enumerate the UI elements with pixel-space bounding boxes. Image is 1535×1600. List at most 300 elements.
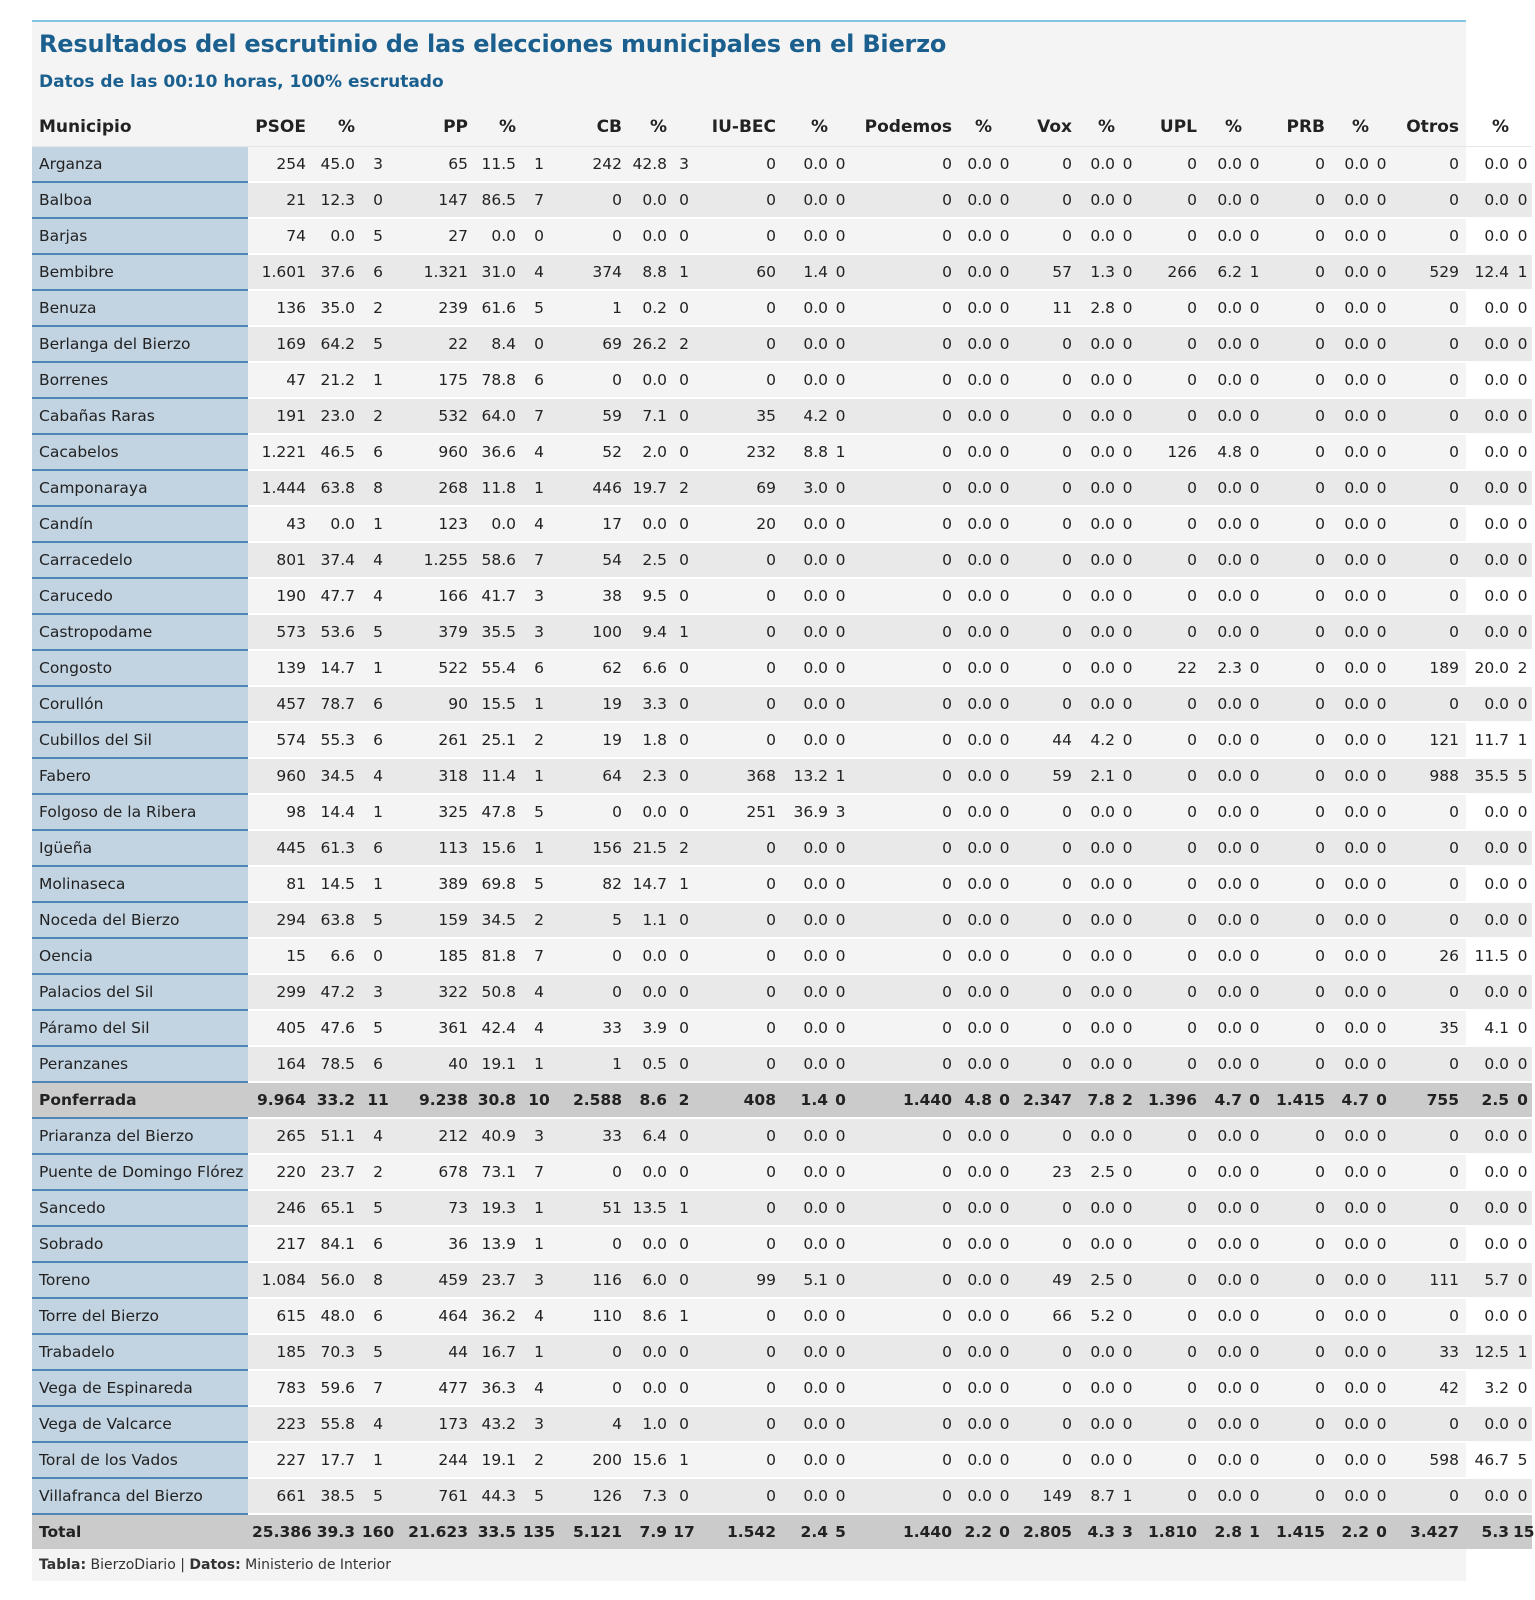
seats-cell: 0 — [1119, 434, 1136, 470]
seats-cell: 0 — [1119, 578, 1136, 614]
seats-cell: 0 — [1119, 470, 1136, 506]
seats-cell: 0 — [1246, 1478, 1263, 1514]
percent-cell: 0.0 — [1076, 434, 1119, 470]
percent-cell: 3.3 — [626, 686, 671, 722]
percent-cell: 19.7 — [626, 470, 671, 506]
municipio-cell: Benuza — [32, 290, 248, 326]
votes-cell: 220 — [248, 1154, 310, 1190]
votes-cell: 0 — [697, 147, 780, 183]
votes-cell: 408 — [697, 1082, 780, 1118]
votes-cell: 761 — [397, 1478, 472, 1514]
page-title: Resultados del escrutinio de las elecciones municipales en el Bierzo — [39, 30, 947, 58]
votes-cell: 368 — [697, 758, 780, 794]
percent-cell: 0.0 — [780, 1442, 832, 1478]
votes-cell: 0 — [697, 1298, 780, 1334]
seats-cell: 0 — [832, 398, 849, 434]
seats-cell: 0 — [996, 1334, 1013, 1370]
seats-cell: 0 — [1373, 938, 1390, 974]
table-row — [32, 1046, 1532, 1082]
seats-cell: 0 — [1373, 794, 1390, 830]
seats-cell: 2 — [1513, 650, 1532, 686]
percent-cell: 0.0 — [780, 1118, 832, 1154]
seats-cell: 7 — [359, 1370, 397, 1406]
table-row — [32, 866, 1532, 902]
seats-cell: 0 — [996, 182, 1013, 218]
percent-cell: 0.0 — [780, 147, 832, 183]
percent-cell: 11.5 — [472, 147, 520, 183]
votes-cell: 0 — [1013, 1226, 1076, 1262]
seats-cell: 0 — [671, 1370, 697, 1406]
votes-cell: 0 — [1390, 974, 1463, 1010]
percent-cell: 0.0 — [1076, 1190, 1119, 1226]
seats-cell: 0 — [1373, 1370, 1390, 1406]
seats-cell: 0 — [996, 326, 1013, 362]
seats-cell: 0 — [520, 326, 558, 362]
percent-cell: 0.0 — [1463, 218, 1513, 254]
seats-cell: 0 — [832, 326, 849, 362]
votes-cell: 0 — [1390, 866, 1463, 902]
votes-cell: 0 — [1013, 866, 1076, 902]
votes-cell: 0 — [697, 1010, 780, 1046]
votes-cell: 35 — [1390, 1010, 1463, 1046]
percent-cell: 3.0 — [780, 470, 832, 506]
table-row — [32, 1082, 1532, 1118]
percent-cell: 36.6 — [472, 434, 520, 470]
votes-cell: 0 — [1136, 578, 1201, 614]
table-row — [32, 290, 1532, 326]
votes-cell: 0 — [1013, 686, 1076, 722]
votes-cell: 0 — [1136, 506, 1201, 542]
votes-cell: 0 — [849, 902, 956, 938]
municipio-cell: Sobrado — [32, 1226, 248, 1262]
seats-cell: 2 — [359, 398, 397, 434]
votes-cell: 169 — [248, 326, 310, 362]
votes-cell: 49 — [1013, 1262, 1076, 1298]
seats-cell: 0 — [671, 1406, 697, 1442]
table-row — [32, 254, 1532, 290]
seats-cell: 0 — [359, 182, 397, 218]
votes-cell: 0 — [697, 182, 780, 218]
seats-cell: 1 — [1246, 254, 1263, 290]
total-votes-cell: 1.542 — [697, 1514, 780, 1549]
votes-cell: 268 — [397, 470, 472, 506]
percent-cell: 0.0 — [780, 650, 832, 686]
votes-cell: 0 — [1013, 506, 1076, 542]
votes-cell: 0 — [697, 650, 780, 686]
percent-cell: 0.0 — [1201, 1298, 1246, 1334]
seats-cell: 6 — [359, 722, 397, 758]
table-row — [32, 902, 1532, 938]
percent-cell: 0.0 — [956, 866, 996, 902]
percent-cell: 0.0 — [310, 506, 359, 542]
percent-cell: 0.0 — [1076, 218, 1119, 254]
votes-cell: 227 — [248, 1442, 310, 1478]
percent-cell: 5.1 — [780, 1262, 832, 1298]
votes-cell: 0 — [849, 326, 956, 362]
seats-cell: 5 — [520, 290, 558, 326]
percent-cell: 35.5 — [1463, 758, 1513, 794]
votes-cell: 0 — [1263, 686, 1329, 722]
seats-cell: 0 — [1373, 722, 1390, 758]
votes-cell: 0 — [1013, 1190, 1076, 1226]
votes-cell: 0 — [849, 1262, 956, 1298]
percent-cell: 0.0 — [1076, 1406, 1119, 1442]
municipio-cell: Carucedo — [32, 578, 248, 614]
percent-cell: 0.0 — [310, 218, 359, 254]
column-header-podemos: Podemos — [849, 108, 956, 147]
table-row — [32, 362, 1532, 398]
votes-cell: 0 — [1013, 398, 1076, 434]
percent-cell: 1.4 — [780, 254, 832, 290]
seats-cell: 0 — [1119, 326, 1136, 362]
percent-cell: 0.0 — [1201, 794, 1246, 830]
votes-cell: 0 — [1136, 902, 1201, 938]
votes-cell: 9.964 — [248, 1082, 310, 1118]
votes-cell: 59 — [558, 398, 626, 434]
percent-cell: 0.0 — [1463, 902, 1513, 938]
votes-cell: 0 — [1013, 218, 1076, 254]
seats-cell: 0 — [996, 1298, 1013, 1334]
seats-cell: 0 — [1246, 1010, 1263, 1046]
percent-cell: 0.0 — [1076, 470, 1119, 506]
column-header-prb: PRB — [1263, 108, 1329, 147]
seats-cell: 6 — [359, 1226, 397, 1262]
seats-cell: 0 — [1373, 470, 1390, 506]
votes-cell: 0 — [1263, 1226, 1329, 1262]
percent-cell: 47.6 — [310, 1010, 359, 1046]
seats-cell: 0 — [1246, 830, 1263, 866]
percent-cell: 0.0 — [1076, 398, 1119, 434]
seats-cell: 0 — [1513, 434, 1532, 470]
percent-cell: 15.6 — [626, 1442, 671, 1478]
seats-cell: 2 — [520, 1442, 558, 1478]
percent-cell: 0.0 — [780, 902, 832, 938]
municipio-cell: Toreno — [32, 1262, 248, 1298]
votes-cell: 266 — [1136, 254, 1201, 290]
votes-cell: 0 — [849, 974, 956, 1010]
seats-cell: 0 — [996, 434, 1013, 470]
percent-cell: 0.0 — [1076, 182, 1119, 218]
votes-cell: 0 — [1263, 1118, 1329, 1154]
votes-cell: 0 — [1136, 1262, 1201, 1298]
percent-cell: 34.5 — [472, 902, 520, 938]
percent-cell: 0.0 — [1076, 938, 1119, 974]
percent-cell: 8.8 — [780, 434, 832, 470]
votes-cell: 0 — [1263, 1370, 1329, 1406]
votes-cell: 464 — [397, 1298, 472, 1334]
percent-cell: 0.0 — [1076, 614, 1119, 650]
seats-cell: 0 — [832, 686, 849, 722]
percent-cell: 0.0 — [780, 1334, 832, 1370]
total-row — [32, 1514, 1532, 1549]
percent-cell: 0.0 — [956, 614, 996, 650]
seats-cell: 0 — [1373, 434, 1390, 470]
column-header-municipio: Municipio — [32, 108, 248, 147]
seats-cell: 2 — [520, 902, 558, 938]
percent-cell: 0.0 — [1201, 1010, 1246, 1046]
percent-cell: 0.0 — [780, 218, 832, 254]
seats-cell: 7 — [520, 398, 558, 434]
seats-cell: 0 — [1513, 1154, 1532, 1190]
percent-cell: 73.1 — [472, 1154, 520, 1190]
votes-cell: 960 — [397, 434, 472, 470]
votes-cell: 0 — [849, 1334, 956, 1370]
municipio-cell: Borrenes — [32, 362, 248, 398]
votes-cell: 126 — [1136, 434, 1201, 470]
footnote-data-value: Ministerio de Interior — [245, 1557, 391, 1573]
seats-cell: 0 — [1373, 506, 1390, 542]
votes-cell: 783 — [248, 1370, 310, 1406]
seats-cell: 0 — [1513, 1010, 1532, 1046]
percent-cell: 0.0 — [1329, 434, 1373, 470]
footnote-data-label: Datos: — [189, 1557, 241, 1573]
seats-cell: 1 — [671, 1190, 697, 1226]
votes-cell: 0 — [1136, 1190, 1201, 1226]
percent-cell: 0.0 — [1329, 758, 1373, 794]
votes-cell: 0 — [1263, 902, 1329, 938]
percent-cell: 8.6 — [626, 1298, 671, 1334]
percent-cell: 2.0 — [626, 434, 671, 470]
votes-cell: 136 — [248, 290, 310, 326]
seats-cell: 0 — [996, 290, 1013, 326]
votes-cell: 0 — [1390, 902, 1463, 938]
seats-cell: 4 — [520, 974, 558, 1010]
seats-cell: 0 — [996, 578, 1013, 614]
votes-cell: 0 — [697, 1334, 780, 1370]
votes-cell: 0 — [1013, 650, 1076, 686]
seats-cell: 0 — [1119, 362, 1136, 398]
percent-cell: 0.0 — [1201, 362, 1246, 398]
percent-cell: 0.0 — [1201, 614, 1246, 650]
table-row — [32, 1190, 1532, 1226]
seats-cell: 0 — [832, 938, 849, 974]
percent-cell: 0.0 — [956, 578, 996, 614]
percent-cell: 0.0 — [1463, 1046, 1513, 1082]
municipio-cell: Molinaseca — [32, 866, 248, 902]
votes-cell: 0 — [1013, 147, 1076, 183]
votes-cell: 0 — [1013, 434, 1076, 470]
percent-cell: 0.0 — [956, 434, 996, 470]
municipio-cell: Peranzanes — [32, 1046, 248, 1082]
total-votes-cell: 1.810 — [1136, 1514, 1201, 1549]
percent-cell: 0.0 — [1329, 326, 1373, 362]
seats-cell: 0 — [671, 1154, 697, 1190]
percent-cell: 0.0 — [1201, 290, 1246, 326]
percent-cell: 36.9 — [780, 794, 832, 830]
seats-cell: 0 — [996, 794, 1013, 830]
seats-cell: 0 — [832, 254, 849, 290]
seats-cell: 0 — [832, 1370, 849, 1406]
votes-cell: 0 — [697, 218, 780, 254]
votes-cell: 20 — [697, 506, 780, 542]
votes-cell: 0 — [697, 614, 780, 650]
votes-cell: 0 — [849, 398, 956, 434]
votes-cell: 191 — [248, 398, 310, 434]
votes-cell: 0 — [1263, 398, 1329, 434]
votes-cell: 0 — [697, 686, 780, 722]
percent-cell: 55.8 — [310, 1406, 359, 1442]
seats-cell: 0 — [832, 1298, 849, 1334]
percent-cell: 0.0 — [1076, 1334, 1119, 1370]
column-header-seats — [1513, 108, 1532, 147]
votes-cell: 0 — [1136, 218, 1201, 254]
table-row — [32, 434, 1532, 470]
seats-cell: 0 — [1246, 434, 1263, 470]
seats-cell: 0 — [671, 1118, 697, 1154]
municipio-cell: Palacios del Sil — [32, 974, 248, 1010]
seats-cell: 0 — [1119, 866, 1136, 902]
seats-cell: 0 — [520, 218, 558, 254]
seats-cell: 5 — [359, 902, 397, 938]
seats-cell: 0 — [1513, 470, 1532, 506]
votes-cell: 0 — [1136, 1046, 1201, 1082]
votes-cell: 0 — [697, 1190, 780, 1226]
seats-cell: 6 — [359, 1298, 397, 1334]
seats-cell: 0 — [1246, 866, 1263, 902]
votes-cell: 0 — [1013, 1334, 1076, 1370]
percent-cell: 0.0 — [780, 326, 832, 362]
votes-cell: 0 — [1263, 938, 1329, 974]
votes-cell: 0 — [1013, 1118, 1076, 1154]
percent-cell: 0.0 — [1076, 686, 1119, 722]
percent-cell: 70.3 — [310, 1334, 359, 1370]
seats-cell: 0 — [1119, 1334, 1136, 1370]
municipio-cell: Arganza — [32, 147, 248, 183]
seats-cell: 0 — [671, 434, 697, 470]
seats-cell: 0 — [832, 830, 849, 866]
votes-cell: 159 — [397, 902, 472, 938]
percent-cell: 1.1 — [626, 902, 671, 938]
column-header-iu-bec: IU-BEC — [697, 108, 780, 147]
seats-cell: 1 — [671, 1298, 697, 1334]
votes-cell: 0 — [1390, 362, 1463, 398]
seats-cell: 0 — [832, 290, 849, 326]
votes-cell: 299 — [248, 974, 310, 1010]
column-header-pct: % — [472, 108, 520, 147]
seats-cell: 0 — [832, 542, 849, 578]
table-row — [32, 1262, 1532, 1298]
total-votes-cell: 25.386 — [248, 1514, 310, 1549]
seats-cell: 2 — [671, 470, 697, 506]
seats-cell: 0 — [1246, 182, 1263, 218]
votes-cell: 322 — [397, 974, 472, 1010]
percent-cell: 1.8 — [626, 722, 671, 758]
votes-cell: 0 — [697, 1478, 780, 1514]
seats-cell: 4 — [359, 578, 397, 614]
seats-cell: 0 — [1373, 758, 1390, 794]
votes-cell: 0 — [1390, 830, 1463, 866]
percent-cell: 0.0 — [780, 362, 832, 398]
percent-cell: 0.0 — [956, 1190, 996, 1226]
votes-cell: 1.396 — [1136, 1082, 1201, 1118]
percent-cell: 0.0 — [1463, 974, 1513, 1010]
percent-cell: 0.0 — [472, 218, 520, 254]
seats-cell: 3 — [359, 974, 397, 1010]
votes-cell: 0 — [849, 758, 956, 794]
column-header-pct: % — [1463, 108, 1513, 147]
votes-cell: 0 — [1136, 1370, 1201, 1406]
table-row — [32, 794, 1532, 830]
votes-cell: 0 — [849, 290, 956, 326]
percent-cell: 4.8 — [956, 1082, 996, 1118]
column-header-upl: UPL — [1136, 108, 1201, 147]
percent-cell: 0.0 — [1329, 1334, 1373, 1370]
percent-cell: 30.8 — [472, 1082, 520, 1118]
seats-cell: 0 — [1246, 1082, 1263, 1118]
total-percent-cell: 2.4 — [780, 1514, 832, 1549]
votes-cell: 0 — [849, 218, 956, 254]
votes-cell: 0 — [849, 938, 956, 974]
seats-cell: 0 — [996, 866, 1013, 902]
column-header-pct: % — [310, 108, 359, 147]
seats-cell: 0 — [1119, 974, 1136, 1010]
votes-cell: 0 — [1390, 794, 1463, 830]
seats-cell: 0 — [1119, 1154, 1136, 1190]
seats-cell: 0 — [1513, 398, 1532, 434]
votes-cell: 244 — [397, 1442, 472, 1478]
percent-cell: 0.0 — [1201, 506, 1246, 542]
percent-cell: 26.2 — [626, 326, 671, 362]
votes-cell: 0 — [1263, 1406, 1329, 1442]
table-row — [32, 1298, 1532, 1334]
percent-cell: 2.5 — [626, 542, 671, 578]
votes-cell: 0 — [1263, 1154, 1329, 1190]
seats-cell: 5 — [359, 218, 397, 254]
percent-cell: 0.0 — [1201, 974, 1246, 1010]
votes-cell: 90 — [397, 686, 472, 722]
seats-cell: 0 — [996, 830, 1013, 866]
seats-cell: 0 — [671, 938, 697, 974]
seats-cell: 0 — [1373, 1118, 1390, 1154]
percent-cell: 55.4 — [472, 650, 520, 686]
percent-cell: 46.5 — [310, 434, 359, 470]
percent-cell: 0.0 — [956, 362, 996, 398]
total-seats-cell: 160 — [359, 1514, 397, 1549]
percent-cell: 0.0 — [780, 614, 832, 650]
seats-cell: 0 — [1119, 542, 1136, 578]
votes-cell: 265 — [248, 1118, 310, 1154]
votes-cell: 0 — [1136, 1226, 1201, 1262]
votes-cell: 1.084 — [248, 1262, 310, 1298]
votes-cell: 0 — [697, 362, 780, 398]
percent-cell: 3.9 — [626, 1010, 671, 1046]
municipio-cell: Camponaraya — [32, 470, 248, 506]
votes-cell: 0 — [1136, 974, 1201, 1010]
percent-cell: 0.0 — [1463, 686, 1513, 722]
votes-cell: 126 — [558, 1478, 626, 1514]
seats-cell: 1 — [520, 1046, 558, 1082]
seats-cell: 7 — [520, 1154, 558, 1190]
seats-cell: 1 — [832, 434, 849, 470]
percent-cell: 45.0 — [310, 147, 359, 183]
municipio-cell: Cabañas Raras — [32, 398, 248, 434]
percent-cell: 8.4 — [472, 326, 520, 362]
seats-cell: 0 — [996, 722, 1013, 758]
seats-cell: 0 — [1246, 686, 1263, 722]
municipio-cell: Puente de Domingo Flórez — [32, 1154, 248, 1190]
votes-cell: 0 — [1136, 1010, 1201, 1046]
total-percent-cell: 7.9 — [626, 1514, 671, 1549]
seats-cell: 1 — [359, 650, 397, 686]
percent-cell: 51.1 — [310, 1118, 359, 1154]
municipio-cell: Priaranza del Bierzo — [32, 1118, 248, 1154]
percent-cell: 0.0 — [626, 506, 671, 542]
votes-cell: 522 — [397, 650, 472, 686]
seats-cell: 0 — [996, 1478, 1013, 1514]
seats-cell: 0 — [1246, 722, 1263, 758]
municipio-cell: Candín — [32, 506, 248, 542]
percent-cell: 0.0 — [780, 722, 832, 758]
